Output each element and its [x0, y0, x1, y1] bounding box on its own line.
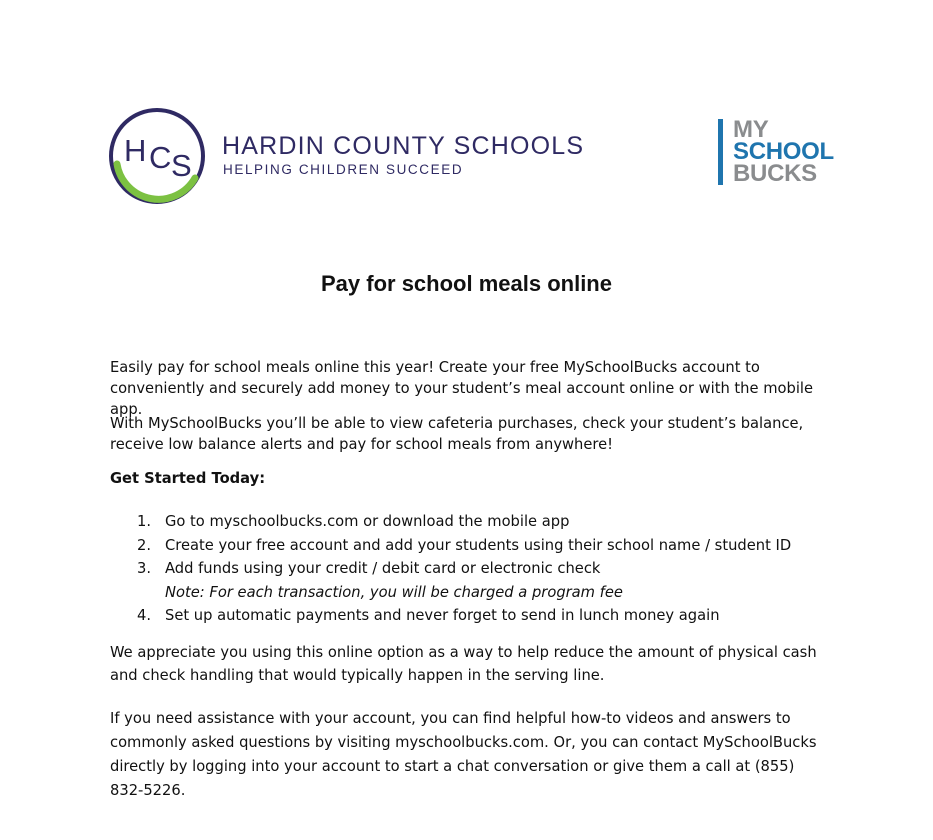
hardin-county-schools-logo [107, 106, 585, 206]
logo-word-my: MY [733, 116, 769, 143]
page-title: Pay for school meals online [321, 271, 612, 296]
get-started-heading: Get Started Today: [110, 470, 266, 487]
step-text: Set up automatic payments and never forget to send in lunch money again [165, 607, 720, 624]
features-paragraph: With MySchoolBucks you’ll be able to view cafeteria purchases, check your student’s balance, receive low balance alerts and pay for school meals from anywhere! [110, 415, 804, 453]
step-text: Add funds using your credit / debit card or electronic check [165, 560, 601, 577]
list-item [137, 557, 837, 604]
list-item [137, 510, 837, 534]
monogram-letter-h: H [124, 133, 147, 168]
step-text: Create your free account and add your students using their school name / student ID [165, 536, 792, 554]
appreciation-paragraph: We appreciate you using this online option as a way to help reduce the amount of physical cash and check handling that would typically happen in the serving line. [110, 644, 817, 684]
steps-list [137, 510, 837, 628]
step-number: 4. [137, 607, 152, 624]
district-tagline: HELPING CHILDREN SUCCEED [223, 162, 464, 177]
monogram-letter-c: C [149, 140, 172, 175]
program-fee-note: Note: For each transaction, you will be charged a program fee [165, 583, 623, 601]
myschoolbucks-logo [718, 118, 858, 188]
step-text: Go to myschoolbucks.com or download the mobile app [165, 513, 570, 530]
assistance-paragraph: If you need assistance with your account, you can find helpful how-to videos and answers to commonly asked questions by visiting myschoolbucks.com. Or, you can contact MySchoolBucks directly by logging into your account to start a chat conversation or give them a call at (855) 832-5226. [110, 710, 817, 799]
monogram-letter-s: S [171, 148, 192, 183]
hcs-monogram [107, 106, 209, 206]
list-item [137, 604, 837, 628]
logo-word-bucks: BUCKS [733, 160, 817, 187]
step-number: 3. [137, 560, 152, 577]
intro-paragraph: Easily pay for school meals online this year! Create your free MySchoolBucks account to conveniently and securely add money to your student’s meal account online or with the mobile app. [110, 359, 814, 418]
logo-accent-bar [718, 119, 723, 185]
list-item [137, 534, 837, 558]
step-number: 2. [137, 536, 152, 554]
step-number: 1. [137, 513, 152, 530]
logo-word-school: SCHOOL [733, 138, 834, 165]
district-name: HARDIN COUNTY SCHOOLS [222, 132, 585, 160]
